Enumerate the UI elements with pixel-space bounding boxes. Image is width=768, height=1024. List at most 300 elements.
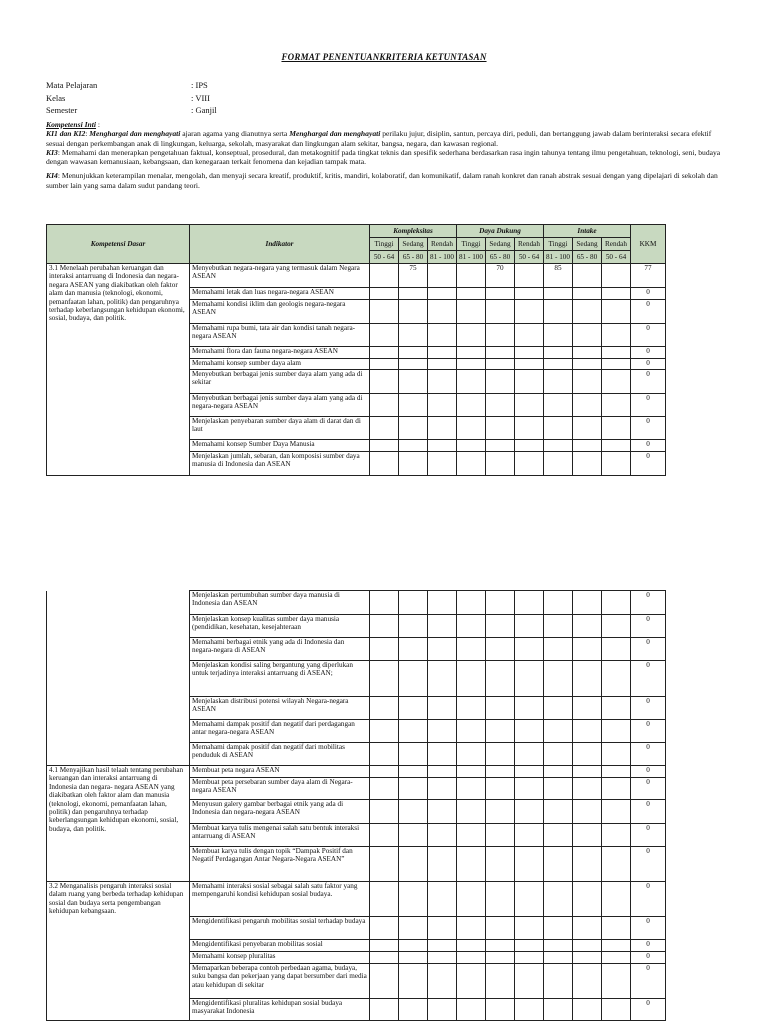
indikator-cell: Menjelaskan penyebaran sumber daya alam di darat dan di laut xyxy=(190,417,370,440)
indikator-cell: Menjelaskan jumlah, sebaran, dan komposisi sumber daya manusia di Indonesia dan ASEAN xyxy=(190,452,370,476)
score-cell xyxy=(399,452,428,476)
score-cell xyxy=(457,324,486,347)
indikator-cell: Mengidentifikasi penyebaran mobilitas sosial xyxy=(190,940,370,952)
score-cell xyxy=(428,452,457,476)
score-cell xyxy=(486,847,515,882)
score-cell xyxy=(602,452,631,476)
score-cell xyxy=(370,697,399,720)
score-cell xyxy=(573,370,602,394)
score-cell xyxy=(428,766,457,778)
score-cell xyxy=(486,952,515,964)
score-cell xyxy=(515,778,544,800)
score-cell xyxy=(544,778,573,800)
score-cell xyxy=(515,359,544,370)
score-cell xyxy=(486,999,515,1021)
score-cell xyxy=(370,394,399,417)
score-cell xyxy=(399,300,428,324)
score-cell xyxy=(602,288,631,300)
indikator-cell: Memaparkan beberapa contoh perbedaan agama, budaya, suku bangsa dan pekerjaan yang dapat bersumber dari media atau kehidupan di sekitar xyxy=(190,964,370,999)
score-cell xyxy=(602,720,631,743)
score-cell xyxy=(457,766,486,778)
indikator-cell: Menyebutkan berbagai jenis sumber daya alam yang ada di negara-negara ASEAN xyxy=(190,394,370,417)
score-cell xyxy=(515,766,544,778)
score-cell xyxy=(515,288,544,300)
kompetensi-dasar-cell xyxy=(47,615,190,638)
score-cell xyxy=(428,359,457,370)
header-level: Rendah xyxy=(515,238,544,251)
score-cell xyxy=(457,952,486,964)
table-row xyxy=(47,743,666,766)
kompetensi-dasar-cell xyxy=(47,661,190,697)
score-cell xyxy=(399,882,428,917)
score-cell xyxy=(486,697,515,720)
score-cell xyxy=(515,638,544,661)
ki-heading-colon: : xyxy=(96,120,101,129)
score-cell xyxy=(602,300,631,324)
kompetensi-dasar-cell xyxy=(47,591,190,615)
meta-value: : VIII xyxy=(191,92,210,103)
header-range: 65 - 80 xyxy=(486,251,515,264)
score-cell xyxy=(370,591,399,615)
score-cell xyxy=(457,824,486,847)
score-cell xyxy=(515,264,544,288)
score-cell xyxy=(486,638,515,661)
score-cell xyxy=(573,999,602,1021)
score-cell xyxy=(457,964,486,999)
score-cell xyxy=(457,300,486,324)
kkm-value-cell: 0 xyxy=(631,964,666,999)
score-cell xyxy=(602,917,631,940)
score-cell xyxy=(457,347,486,359)
score-cell xyxy=(515,452,544,476)
score-cell xyxy=(370,766,399,778)
score-cell xyxy=(399,964,428,999)
score-cell xyxy=(370,300,399,324)
score-cell xyxy=(457,917,486,940)
score-cell xyxy=(428,847,457,882)
meta-value: : IPS xyxy=(191,80,208,90)
score-cell xyxy=(428,591,457,615)
score-cell xyxy=(602,324,631,347)
score-cell xyxy=(602,964,631,999)
kkm-value-cell: 0 xyxy=(631,824,666,847)
indikator-cell: Memahami interaksi sosial sebagai salah satu faktor yang mempengaruhi kondisi kehidupan sosial budaya. xyxy=(190,882,370,917)
score-cell xyxy=(370,778,399,800)
score-cell xyxy=(370,288,399,300)
score-cell xyxy=(399,743,428,766)
score-cell xyxy=(428,999,457,1021)
score-cell xyxy=(370,824,399,847)
score-cell xyxy=(602,952,631,964)
table-row xyxy=(47,882,666,917)
header-range: 50 - 64 xyxy=(515,251,544,264)
score-cell xyxy=(573,882,602,917)
score-cell xyxy=(544,800,573,824)
score-cell xyxy=(370,917,399,940)
indikator-cell: Memahami dampak positif dan negatif dari mobilitas penduduk di ASEAN xyxy=(190,743,370,766)
score-cell xyxy=(486,743,515,766)
score-cell xyxy=(428,417,457,440)
header-level: Tinggi xyxy=(457,238,486,251)
meta-label: Kelas xyxy=(46,92,66,103)
score-cell xyxy=(515,720,544,743)
score-cell xyxy=(544,847,573,882)
score-cell xyxy=(370,638,399,661)
score-cell xyxy=(457,417,486,440)
score-cell xyxy=(573,417,602,440)
score-cell xyxy=(399,778,428,800)
score-cell xyxy=(602,615,631,638)
score-cell xyxy=(515,324,544,347)
score-cell xyxy=(573,615,602,638)
header-indikator: Indikator xyxy=(190,225,370,264)
indikator-cell: Mengidentifikasi pengaruh mobilitas sosial terhadap budaya xyxy=(190,917,370,940)
score-cell xyxy=(515,591,544,615)
score-cell xyxy=(428,800,457,824)
score-cell xyxy=(515,661,544,697)
score-cell xyxy=(602,778,631,800)
header-range: 65 - 80 xyxy=(399,251,428,264)
score-cell xyxy=(457,394,486,417)
kompetensi-dasar-cell xyxy=(47,743,190,766)
score-cell xyxy=(573,743,602,766)
score-cell xyxy=(544,359,573,370)
score-cell xyxy=(399,697,428,720)
table-row xyxy=(47,638,666,661)
score-cell xyxy=(515,952,544,964)
score-cell xyxy=(544,964,573,999)
score-cell xyxy=(602,359,631,370)
indikator-cell: Menjelaskan kondisi saling bergantung yang diperlukan untuk terjadinya interaksi antarruang di ASEAN; xyxy=(190,661,370,697)
indikator-cell: Memahami konsep Sumber Daya Manusia xyxy=(190,440,370,452)
score-cell xyxy=(573,917,602,940)
score-cell xyxy=(573,324,602,347)
score-cell xyxy=(399,800,428,824)
score-cell xyxy=(486,964,515,999)
indikator-cell: Membuat karya tulis dengan topik “Dampak Positif dan Negatif Perdagangan Antar Negara-Negara ASEAN” xyxy=(190,847,370,882)
header-range: 81 - 100 xyxy=(544,251,573,264)
score-cell xyxy=(370,324,399,347)
score-cell xyxy=(515,440,544,452)
score-cell xyxy=(428,370,457,394)
header-range: 81 - 100 xyxy=(428,251,457,264)
score-cell xyxy=(428,882,457,917)
score-cell xyxy=(428,300,457,324)
score-cell xyxy=(457,778,486,800)
header-level: Sedang xyxy=(486,238,515,251)
score-cell xyxy=(370,800,399,824)
indikator-cell: Mengidentifikasi pluralitas kehidupan sosial budaya masyarakat Indonesia xyxy=(190,999,370,1021)
kkm-value-cell: 0 xyxy=(631,300,666,324)
kkm-value-cell: 77 xyxy=(631,264,666,288)
ki1-text-a: : xyxy=(85,129,90,139)
kkm-value-cell: 0 xyxy=(631,638,666,661)
score-cell xyxy=(370,952,399,964)
ki4-paragraph xyxy=(46,171,726,190)
score-cell xyxy=(515,999,544,1021)
score-cell xyxy=(515,347,544,359)
score-cell xyxy=(515,800,544,824)
document-meta xyxy=(46,79,217,117)
score-cell xyxy=(544,661,573,697)
score-cell xyxy=(486,288,515,300)
kkm-value-cell: 0 xyxy=(631,882,666,917)
indikator-cell: Memahami kondisi iklim dan geologis negara-negara ASEAN xyxy=(190,300,370,324)
score-cell xyxy=(486,394,515,417)
score-cell xyxy=(486,359,515,370)
score-cell xyxy=(457,800,486,824)
indikator-cell: Memahami rupa bumi, tata air dan kondisi tanah negara-negara ASEAN xyxy=(190,324,370,347)
score-cell xyxy=(399,720,428,743)
score-cell xyxy=(544,917,573,940)
header-group: Intake xyxy=(544,225,631,238)
score-cell xyxy=(486,591,515,615)
score-cell xyxy=(544,766,573,778)
score-cell xyxy=(428,952,457,964)
score-cell xyxy=(573,288,602,300)
score-cell xyxy=(573,394,602,417)
score-cell xyxy=(457,940,486,952)
score-cell xyxy=(573,359,602,370)
kkm-value-cell: 0 xyxy=(631,917,666,940)
score-cell: 85 xyxy=(544,264,573,288)
score-cell xyxy=(602,417,631,440)
indikator-cell: Membuat peta negara ASEAN xyxy=(190,766,370,778)
score-cell xyxy=(573,440,602,452)
score-cell xyxy=(544,417,573,440)
kkm-value-cell: 0 xyxy=(631,417,666,440)
header-level: Rendah xyxy=(602,238,631,251)
header-range: 81 - 100 xyxy=(457,251,486,264)
score-cell xyxy=(486,440,515,452)
kkm-value-cell: 0 xyxy=(631,347,666,359)
score-cell xyxy=(573,264,602,288)
kkm-value-cell: 0 xyxy=(631,591,666,615)
kkm-value-cell: 0 xyxy=(631,743,666,766)
meta-label: Mata Pelajaran xyxy=(46,80,98,90)
header-level: Sedang xyxy=(399,238,428,251)
kkm-value-cell: 0 xyxy=(631,288,666,300)
score-cell xyxy=(399,766,428,778)
header-group: Daya Dukung xyxy=(457,225,544,238)
ki3-prefix: KI3 xyxy=(46,147,58,157)
score-cell xyxy=(486,766,515,778)
header-range: 50 - 64 xyxy=(602,251,631,264)
score-cell xyxy=(573,766,602,778)
score-cell xyxy=(602,766,631,778)
score-cell xyxy=(428,824,457,847)
score-cell xyxy=(399,615,428,638)
score-cell xyxy=(370,370,399,394)
score-cell xyxy=(399,417,428,440)
header-level: Rendah xyxy=(428,238,457,251)
score-cell xyxy=(515,917,544,940)
kkm-value-cell: 0 xyxy=(631,800,666,824)
score-cell xyxy=(457,359,486,370)
score-cell xyxy=(573,952,602,964)
score-cell xyxy=(428,940,457,952)
score-cell xyxy=(544,697,573,720)
kkm-value-cell: 0 xyxy=(631,359,666,370)
indikator-cell: Menyusun galery gambar berbagai etnik yang ada di Indonesia dan negara-negara ASEAN xyxy=(190,800,370,824)
indikator-cell: Menjelaskan pertumbuhan sumber daya manusia di Indonesia dan ASEAN xyxy=(190,591,370,615)
meta-row xyxy=(46,104,217,117)
score-cell xyxy=(486,615,515,638)
score-cell xyxy=(602,661,631,697)
table-row xyxy=(47,591,666,615)
indikator-cell: Memahami letak dan luas negara-negara ASEAN xyxy=(190,288,370,300)
score-cell xyxy=(544,288,573,300)
score-cell xyxy=(544,824,573,847)
score-cell xyxy=(457,591,486,615)
kkm-value-cell: 0 xyxy=(631,440,666,452)
indikator-cell: Memahami dampak positif dan negatif dari perdagangan antar negara-negara ASEAN xyxy=(190,720,370,743)
kkm-value-cell: 0 xyxy=(631,697,666,720)
kkm-value-cell: 0 xyxy=(631,952,666,964)
ki4-prefix: KI4 xyxy=(46,171,58,181)
score-cell xyxy=(399,917,428,940)
score-cell xyxy=(573,800,602,824)
header-kompetensi-dasar: Kompetensi Dasar xyxy=(47,225,190,264)
score-cell xyxy=(544,300,573,324)
ki1-prefix: KI1 dan KI2 xyxy=(46,129,86,139)
score-cell xyxy=(428,697,457,720)
score-cell xyxy=(399,591,428,615)
score-cell xyxy=(457,661,486,697)
score-cell xyxy=(399,847,428,882)
score-cell xyxy=(515,847,544,882)
indikator-cell: Menyebutkan berbagai jenis sumber daya alam yang ada di sekitar xyxy=(190,370,370,394)
kkm-value-cell: 0 xyxy=(631,778,666,800)
score-cell xyxy=(457,615,486,638)
ki1-text-d: perilaku jujur, disiplin, santun, percaya diri, peduli, dan bertanggung jawab dalam berinteraksi secara efektif sesuai dengan perkembangan anak di lingkungan, keluarga, sekolah, masyarakat dan lingkungan alam sekitar, bangsa, negara, dan kawasan regional. xyxy=(46,129,712,148)
score-cell xyxy=(602,440,631,452)
score-cell xyxy=(457,720,486,743)
header-level: Tinggi xyxy=(370,238,399,251)
indikator-cell: Menyebutkan negara-negara yang termasuk dalam Negara ASEAN xyxy=(190,264,370,288)
score-cell xyxy=(602,847,631,882)
score-cell xyxy=(428,288,457,300)
score-cell xyxy=(428,264,457,288)
header-range: 50 - 64 xyxy=(370,251,399,264)
score-cell xyxy=(573,638,602,661)
score-cell xyxy=(486,452,515,476)
score-cell xyxy=(544,440,573,452)
header-group: Kompleksitas xyxy=(370,225,457,238)
score-cell xyxy=(370,661,399,697)
meta-value: : Ganjil xyxy=(191,105,217,115)
score-cell xyxy=(457,452,486,476)
score-cell xyxy=(370,847,399,882)
score-cell xyxy=(544,952,573,964)
score-cell xyxy=(544,720,573,743)
score-cell xyxy=(370,720,399,743)
score-cell xyxy=(515,940,544,952)
score-cell xyxy=(573,778,602,800)
score-cell xyxy=(602,824,631,847)
score-cell xyxy=(428,638,457,661)
header-level: Sedang xyxy=(573,238,602,251)
score-cell xyxy=(399,324,428,347)
score-cell xyxy=(544,324,573,347)
indikator-cell: Menjelaskan konsep kualitas sumber daya manusia (pendidikan, kesehatan, kesejahteraan xyxy=(190,615,370,638)
ki1-paragraph xyxy=(46,129,726,148)
score-cell xyxy=(399,359,428,370)
score-cell xyxy=(399,288,428,300)
score-cell xyxy=(602,591,631,615)
score-cell xyxy=(602,743,631,766)
header-level: Tinggi xyxy=(544,238,573,251)
score-cell xyxy=(573,940,602,952)
score-cell xyxy=(515,417,544,440)
score-cell xyxy=(515,882,544,917)
kkm-value-cell: 0 xyxy=(631,940,666,952)
score-cell xyxy=(399,940,428,952)
score-cell xyxy=(573,347,602,359)
score-cell xyxy=(602,800,631,824)
kompetensi-dasar-cell: 3.1 Menelaah perubahan keruangan dan interaksi antarruang di Indonesia dan negara-negara ASEAN yang diakibatkan oleh faktor alam dan manusia (teknologi, ekonomi, pemanfaatan lahan, politik) dan pengaruhnya terhadap keberlangsungan kehidupan ekonomi, sosial, budaya, dan politik. xyxy=(47,264,190,476)
score-cell xyxy=(428,917,457,940)
score-cell xyxy=(544,452,573,476)
score-cell xyxy=(370,264,399,288)
ki3-text: : Memahami dan menerapkan pengetahuan faktual, konseptual, prosedural, dan metakognitif pada tingkat teknis dan spesifik sederhana berdasarkan rasa ingin tahunya tentang ilmu pengetahuan, teknologi, seni, budaya dengan wawasan kemanusiaan, kebangsaan, dan kenegaraan terkait fenomena dan kejadian tampak mata. xyxy=(46,147,721,167)
score-cell xyxy=(573,300,602,324)
kompetensi-dasar-cell: 4.1 Menyajikan hasil telaah tentang perubahan keruangan dan interaksi antarruang di Indonesia dan negara- negara ASEAN yang diakibatkan oleh faktor alam dan manusia (teknologi, ekonomi, pemanfaatan lahan, politik) dan pengaruhnya terhadap keberlangsungan kehidupan ekonomi, sosial, budaya, dan politik. xyxy=(47,766,190,882)
kkm-value-cell: 0 xyxy=(631,394,666,417)
score-cell xyxy=(486,300,515,324)
indikator-cell: Menjelaskan distribusi potensi wilayah Negara-negara ASEAN xyxy=(190,697,370,720)
table-row xyxy=(47,615,666,638)
score-cell xyxy=(457,743,486,766)
score-cell xyxy=(457,264,486,288)
kompetensi-dasar-cell: 3.2 Menganalisis pengaruh interaksi sosial dalam ruang yang berbeda terhadap kehidupan sosial dan budaya serta pengembangan kehidupan kebangsaan. xyxy=(47,882,190,1021)
score-cell xyxy=(602,264,631,288)
score-cell xyxy=(486,661,515,697)
score-cell xyxy=(573,847,602,882)
score-cell xyxy=(370,615,399,638)
kkm-value-cell: 0 xyxy=(631,615,666,638)
score-cell xyxy=(544,940,573,952)
indikator-cell: Memahami berbagai etnik yang ada di Indonesia dan negara-negara di ASEAN xyxy=(190,638,370,661)
score-cell xyxy=(399,638,428,661)
ki4-text: : Menunjukkan keterampilan menalar, mengolah, dan menyaji secara kreatif, produktif, kritis, mandiri, kolaboratif, dan komunikatif, dalam ranah konkret dan ranah abstrak sesuai dengan yang dipelajari di sekolah dan sumber lain yang sama dalam sudut pandang teori. xyxy=(46,171,718,190)
score-cell xyxy=(486,347,515,359)
score-cell: 75 xyxy=(399,264,428,288)
score-cell xyxy=(602,999,631,1021)
indikator-cell: Memahami flora dan fauna negara-negara ASEAN xyxy=(190,347,370,359)
score-cell: 70 xyxy=(486,264,515,288)
score-cell xyxy=(399,999,428,1021)
score-cell xyxy=(399,394,428,417)
score-cell xyxy=(399,440,428,452)
score-cell xyxy=(370,999,399,1021)
meta-row xyxy=(46,79,217,92)
score-cell xyxy=(399,952,428,964)
score-cell xyxy=(428,964,457,999)
score-cell xyxy=(428,324,457,347)
kkm-table-page-1 xyxy=(46,224,666,476)
table-row xyxy=(47,661,666,697)
score-cell xyxy=(457,440,486,452)
score-cell xyxy=(370,964,399,999)
score-cell xyxy=(370,347,399,359)
table-row xyxy=(47,697,666,720)
score-cell xyxy=(544,743,573,766)
score-cell xyxy=(370,882,399,917)
score-cell xyxy=(370,940,399,952)
score-cell xyxy=(515,964,544,999)
header-kkm: KKM xyxy=(631,225,666,264)
